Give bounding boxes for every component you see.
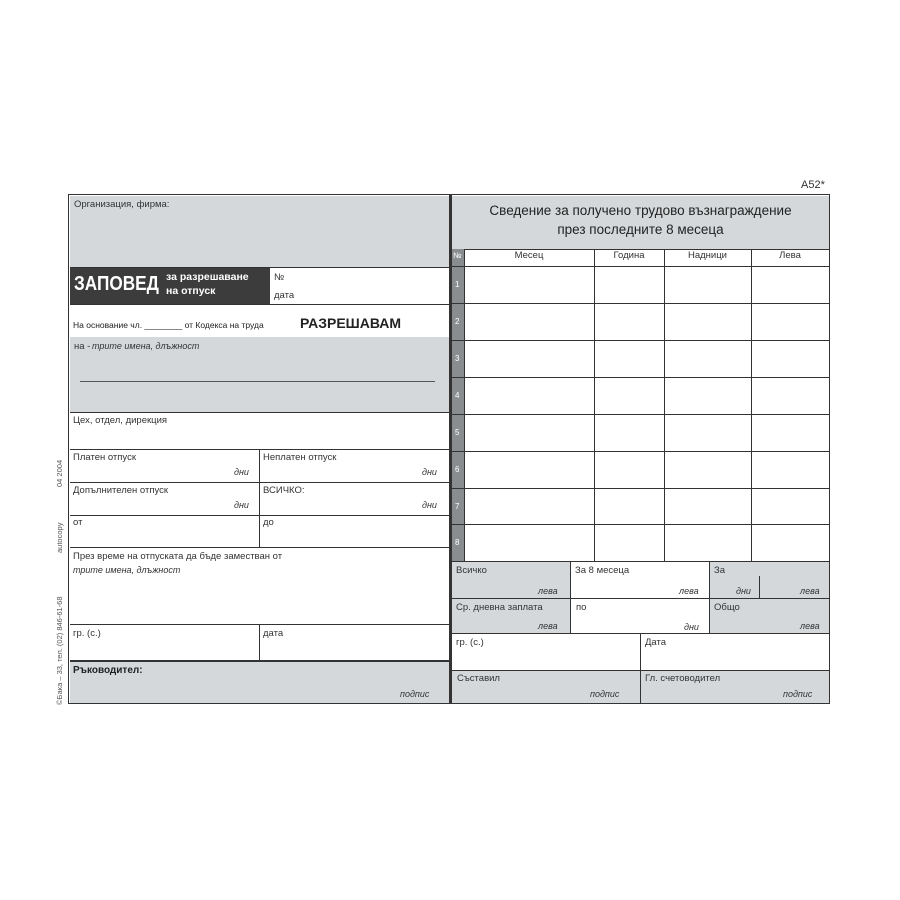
row-number: 5 — [455, 428, 460, 437]
total2-leva: лева — [800, 621, 820, 631]
header-year: Година — [613, 250, 645, 261]
additional-leave-days: дни — [234, 500, 249, 510]
date-field[interactable] — [295, 286, 448, 303]
order-subtitle-1: за разрешаване — [166, 271, 249, 283]
date-label: дата — [274, 290, 295, 301]
number-field[interactable] — [290, 268, 448, 285]
to-label: на - — [74, 341, 91, 352]
employee-field[interactable] — [70, 337, 449, 412]
total-leva: лева — [538, 586, 558, 596]
form-code: A52* — [801, 179, 825, 191]
chief-accountant-label: Гл. счетоводител — [645, 673, 721, 684]
department-field[interactable] — [70, 413, 449, 449]
row-number: 2 — [455, 317, 460, 326]
row-number: 1 — [455, 280, 460, 289]
department-label: Цех, отдел, дирекция — [73, 415, 168, 426]
paid-leave-days: дни — [234, 467, 249, 477]
city-label: гр. (с.) — [73, 628, 101, 639]
from-label: от — [73, 517, 83, 528]
za-leva: лева — [800, 586, 820, 596]
avg-wage-field[interactable] — [452, 599, 570, 633]
za-field[interactable] — [710, 562, 829, 598]
order-subtitle-2: на отпуск — [166, 285, 216, 297]
po-days: дни — [684, 622, 699, 632]
za-label: За — [714, 565, 726, 576]
city2-label: гр. (с.) — [456, 637, 484, 648]
number-label: № — [274, 272, 285, 283]
row-number: 3 — [455, 354, 460, 363]
autocopy-text: autocopy — [55, 522, 64, 553]
composed-field[interactable] — [452, 671, 640, 703]
total-leave-label: ВСИЧКО: — [263, 485, 305, 496]
total-leave-days: дни — [422, 500, 437, 510]
replacement-label: През време на отпуската да бъде заместван от — [73, 551, 283, 562]
composed-signature-hint: подпис — [590, 689, 620, 699]
for8-leva: лева — [679, 586, 699, 596]
unpaid-leave-label: Неплатен отпуск — [263, 452, 337, 463]
avg-wage-leva: лева — [538, 621, 558, 631]
za-days: дни — [736, 586, 751, 596]
chief-accountant-field[interactable] — [641, 671, 829, 703]
organization-label: Организация, фирма: — [74, 199, 170, 210]
approve-label: РАЗРЕШАВАМ — [300, 315, 402, 331]
edition-text: 04 2004 — [55, 459, 64, 487]
header-month: Месец — [514, 250, 544, 261]
for8-label: За 8 месеца — [575, 565, 630, 576]
header-number: № — [453, 251, 462, 260]
total2-label: Общо — [714, 602, 740, 613]
order-title: ЗАПОВЕД — [74, 273, 159, 295]
manager-field[interactable] — [70, 662, 449, 703]
to-hint: трите имена, длъжност — [92, 341, 200, 351]
header-leva: Лева — [779, 250, 801, 261]
order-title-block — [70, 268, 270, 304]
row-number-column — [452, 249, 464, 561]
row-number: 6 — [455, 465, 460, 474]
manager-label: Ръководител: — [73, 665, 143, 676]
chief-accountant-signature-hint: подпис — [783, 689, 813, 699]
statement-title-2: през последните 8 месеца — [557, 222, 724, 237]
avg-wage-label: Ср. дневна заплата — [456, 602, 543, 613]
statement-title-1: Сведение за получено трудово възнаграждение — [489, 203, 792, 218]
date3-label: Дата — [645, 637, 667, 648]
composed-label: Съставил — [457, 673, 500, 684]
organization-field[interactable] — [70, 196, 449, 267]
total-label: Всичко — [456, 565, 487, 576]
row-number: 7 — [455, 502, 460, 511]
basis-label: На основание чл. ________ от Кодекса на труда — [73, 320, 264, 330]
employee-line — [80, 381, 435, 382]
replacement-hint: трите имена, длъжност — [73, 565, 181, 575]
po-label: по — [576, 602, 587, 613]
header-wages: Надници — [688, 250, 727, 261]
paid-leave-label: Платен отпуск — [73, 452, 136, 463]
statement-title-block — [452, 196, 829, 249]
date2-label: дата — [263, 628, 284, 639]
total2-field[interactable] — [710, 599, 829, 633]
unpaid-leave-days: дни — [422, 467, 437, 477]
replacement-field[interactable] — [70, 548, 449, 624]
until-label: до — [263, 517, 274, 528]
manager-signature-hint: подпис — [400, 689, 430, 699]
total-field[interactable] — [452, 562, 570, 598]
row-number: 4 — [455, 391, 460, 400]
row-number: 8 — [455, 538, 460, 547]
additional-leave-label: Допълнителен отпуск — [73, 485, 169, 496]
publisher-text: ©Бака – 33, тел. (02) 846-61-68 — [55, 596, 64, 705]
